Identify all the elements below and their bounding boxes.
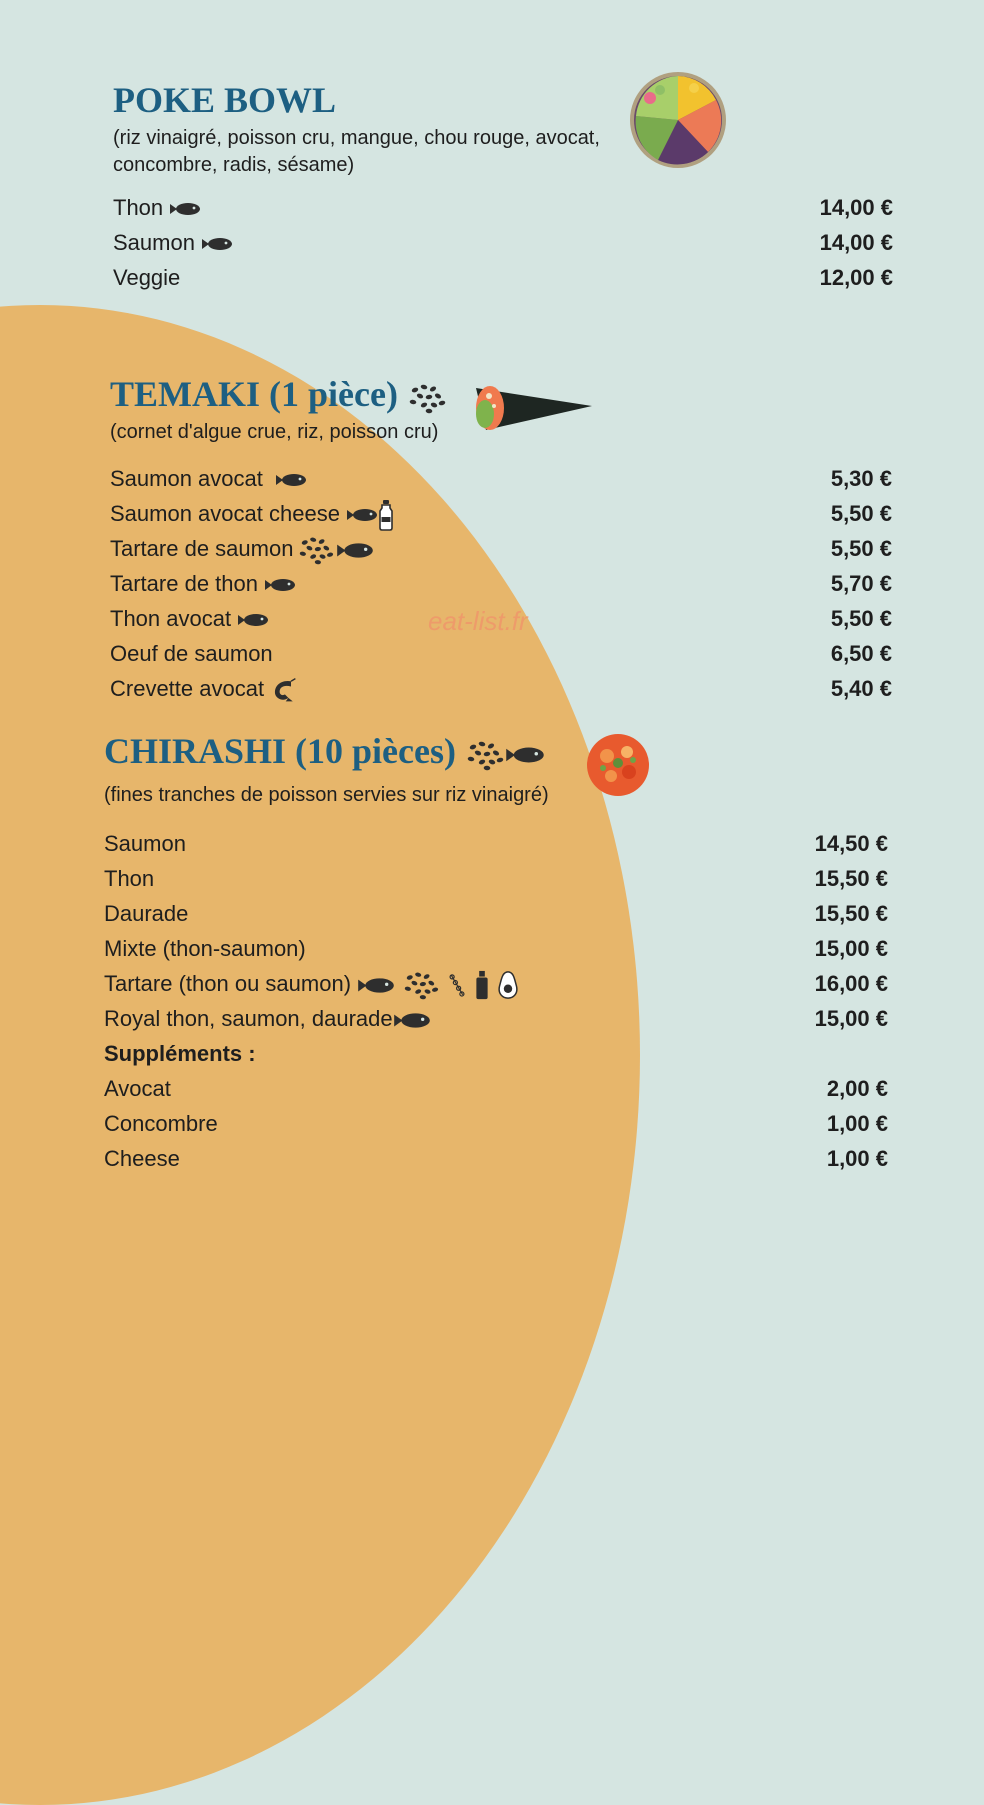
- item-price: 5,40 €: [830, 676, 892, 701]
- table-row: [104, 1071, 888, 1106]
- table-row: [113, 190, 893, 225]
- table-row: [104, 896, 888, 931]
- poke-description-line1: (riz vinaigré, poisson cru, mangue, chou rouge, avocat,: [113, 127, 600, 149]
- item-price: 15,00 €: [814, 1006, 888, 1031]
- fish-icon: [336, 541, 374, 560]
- item-name: Thon: [104, 866, 155, 891]
- item-name: Cheese: [104, 1146, 180, 1171]
- item-price: 5,50 €: [830, 536, 892, 561]
- fish-icon: [393, 1011, 431, 1030]
- item-name: Saumon avocat: [110, 466, 263, 491]
- item-price: 5,50 €: [830, 606, 892, 631]
- poke-section: [113, 80, 600, 179]
- item-price: 5,30 €: [830, 466, 892, 491]
- item-name: Crevette avocat: [110, 676, 265, 701]
- item-name: Daurade: [104, 901, 189, 926]
- avocado-icon: [496, 970, 520, 1000]
- fish-icon: [169, 201, 201, 217]
- fish-icon: [201, 236, 233, 252]
- table-row: [104, 1001, 888, 1036]
- table-row: [113, 260, 893, 295]
- item-price: 15,00 €: [814, 936, 888, 961]
- item-name: Veggie: [113, 265, 181, 290]
- fish-icon: [346, 507, 378, 523]
- table-row: [110, 566, 892, 601]
- item-name: Concombre: [104, 1111, 218, 1136]
- chirashi-description: (fines tranches de poisson servies sur riz vinaigré): [104, 784, 549, 806]
- shrimp-icon: [270, 676, 298, 704]
- temaki-description: (cornet d'algue crue, riz, poisson cru): [110, 421, 439, 443]
- table-row: [110, 636, 892, 671]
- table-row: [104, 966, 888, 1001]
- table-row: [110, 671, 892, 706]
- sauce-bottle-icon: [474, 970, 490, 1000]
- item-price: 14,50 €: [814, 831, 888, 856]
- item-name: Saumon avocat cheese: [110, 501, 340, 526]
- item-price: 14,00 €: [819, 195, 893, 220]
- chili-icon: [447, 972, 467, 998]
- sesame-icon: [465, 739, 505, 771]
- item-name: Oeuf de saumon: [110, 641, 273, 666]
- sesame-icon: [401, 970, 441, 1000]
- watermark: eat-list.fr: [428, 606, 528, 636]
- table-row: [104, 861, 888, 896]
- item-price: 5,50 €: [830, 501, 892, 526]
- item-price: 6,50 €: [830, 641, 892, 666]
- item-price: 15,50 €: [814, 901, 888, 926]
- item-price: 12,00 €: [819, 265, 893, 290]
- item-name: Tartare de thon: [110, 571, 258, 596]
- item-name: Royal thon, saumon, daurade: [104, 1006, 393, 1031]
- table-row: [110, 461, 892, 496]
- sesame-icon: [296, 535, 336, 565]
- item-price: 1,00 €: [826, 1111, 888, 1136]
- poke-description: [113, 125, 600, 179]
- poke-description-line2: concombre, radis, sésame): [113, 154, 355, 176]
- table-row: [110, 496, 892, 531]
- temaki-image: [472, 374, 596, 436]
- fish-icon: [237, 612, 269, 628]
- fish-icon: [357, 976, 395, 995]
- item-name: Saumon: [113, 230, 195, 255]
- fish-icon: [505, 745, 545, 765]
- poke-bowl-image: [628, 70, 728, 170]
- milk-bottle-icon: [378, 499, 394, 531]
- item-name: Saumon: [104, 831, 186, 856]
- item-name: Thon avocat: [110, 606, 232, 631]
- supplements-label: Suppléments :: [104, 1041, 256, 1066]
- item-price: 5,70 €: [830, 571, 892, 596]
- chirashi-image: [585, 732, 651, 798]
- item-price: 14,00 €: [819, 230, 893, 255]
- chirashi-title: CHIRASHI (10 pièces): [104, 731, 549, 771]
- item-price: 16,00 €: [814, 971, 888, 996]
- item-price: 2,00 €: [826, 1076, 888, 1101]
- item-price: 15,50 €: [814, 866, 888, 891]
- item-name: Mixte (thon-saumon): [104, 936, 306, 961]
- table-row: [104, 931, 888, 966]
- table-row: [104, 826, 888, 861]
- item-name: Tartare de saumon: [110, 536, 294, 561]
- table-row: [104, 1141, 888, 1176]
- table-row: [104, 1106, 888, 1141]
- item-name: Tartare (thon ou saumon): [104, 971, 352, 996]
- poke-title: POKE BOWL: [113, 80, 337, 120]
- item-name: Avocat: [104, 1076, 171, 1101]
- item-price: 1,00 €: [826, 1146, 888, 1171]
- table-row: [110, 531, 892, 566]
- chirashi-section: [104, 731, 549, 809]
- table-row: [113, 225, 893, 260]
- item-name: Thon: [113, 195, 164, 220]
- temaki-title: TEMAKI (1 pièce): [110, 374, 447, 414]
- supplements-heading: [104, 1036, 888, 1071]
- sesame-icon: [407, 382, 447, 414]
- fish-icon: [275, 472, 307, 488]
- temaki-section: [110, 374, 447, 446]
- fish-icon: [264, 577, 296, 593]
